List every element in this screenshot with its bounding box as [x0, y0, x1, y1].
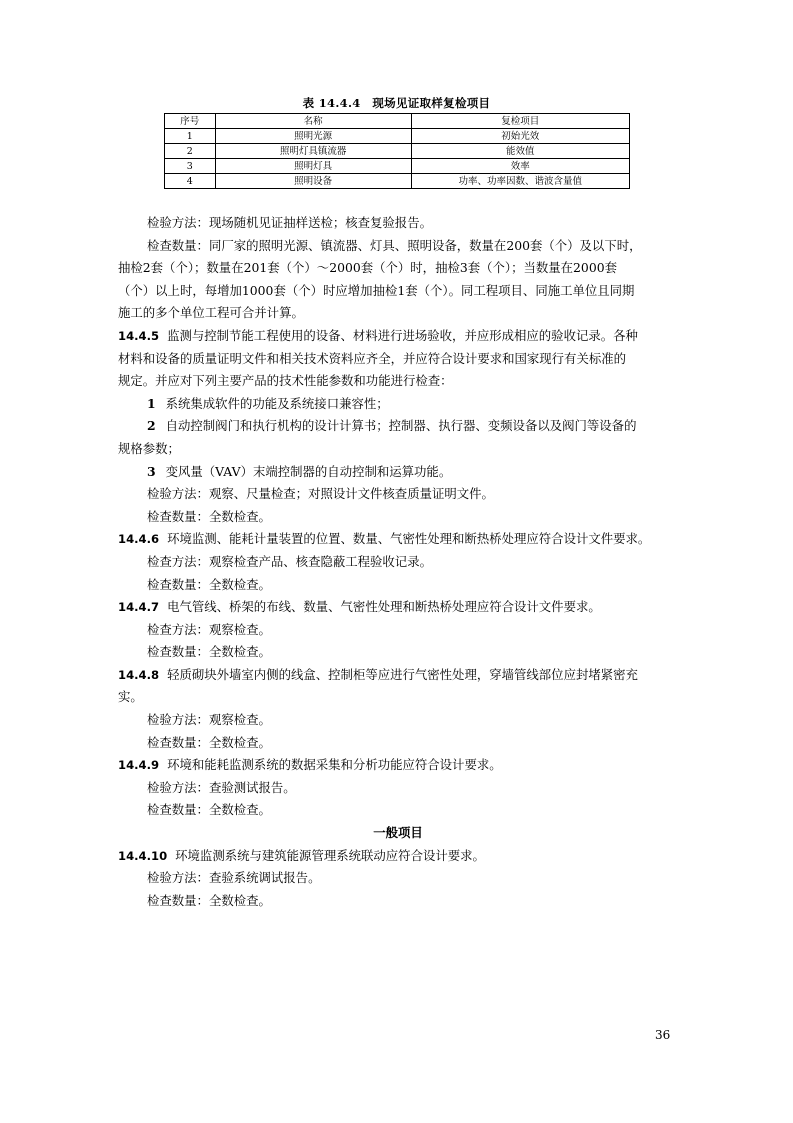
- header-cell-no: 序号: [165, 114, 216, 129]
- cell-retest: 功率、功率因数、谐波含量值: [411, 174, 629, 189]
- item-text: 自动控制阀门和执行机构的设计计算书；控制器、执行器、变频设备以及阀门等设备的: [165, 418, 637, 434]
- inspection-method: 检查方法：观察检查。: [147, 621, 271, 637]
- cell-name: 照明灯具镇流器: [215, 144, 411, 159]
- table-caption: 表 14.4.4 现场见证取样复检项目: [302, 96, 491, 110]
- clause-14-4-9: [118, 754, 678, 777]
- clause-text: 电气管线、桥架的布线、数量、气密性处理和断热桥处理应符合设计文件要求。: [167, 599, 601, 615]
- retest-items-table: [164, 113, 630, 189]
- cell-name: 照明设备: [215, 174, 411, 189]
- text-line: 施工的多个单位工程可合并计算。: [118, 305, 304, 321]
- table-row: [165, 129, 630, 144]
- inspection-quantity: 检查数量：全数检查。: [147, 644, 271, 660]
- list-item: [118, 461, 678, 484]
- inspection-quantity: 检查数量：全数检查。: [147, 576, 271, 592]
- clause-number: 14.4.10: [118, 848, 168, 863]
- clause-text: 轻质砌块外墙室内侧的线盒、控制柜等应进行气密性处理，穿墙管线部位应封堵紧密充: [167, 666, 638, 682]
- text-line: 规定。并应对下列主要产品的技术性能参数和功能进行检查：: [118, 373, 453, 389]
- inspection-method: 检查方法：观察检查产品、核查隐蔽工程验收记录。: [147, 553, 432, 569]
- table-header-row: [165, 114, 630, 129]
- cell-no: 4: [165, 174, 216, 189]
- cell-name: 照明灯具: [215, 159, 411, 174]
- cell-name: 照明光源: [215, 129, 411, 144]
- text-line: 规格参数；: [118, 440, 180, 456]
- body-text: [118, 212, 678, 912]
- header-cell-retest: 复检项目: [411, 114, 629, 129]
- text-line: 材料和设备的质量证明文件和相关技术资料应齐全，并应符合设计要求和国家现行有关标准的: [118, 350, 627, 366]
- clause-text: 环境监测、能耗计量装置的位置、数量、气密性处理和断热桥处理应符合设计文件要求。: [167, 531, 651, 547]
- text-line: （个）以上时，每增加1000套（个）时应增加抽检1套（个）。同工程项目、同施工单位且同期: [118, 282, 635, 298]
- clause-number: 14.4.6: [118, 532, 160, 547]
- cell-retest: 效率: [411, 159, 629, 174]
- item-text: 系统集成软件的功能及系统接口兼容性；: [165, 395, 389, 411]
- table-row: [165, 159, 630, 174]
- table-row: [165, 174, 630, 189]
- list-item: [118, 415, 678, 438]
- inspection-quantity: 检查数量：同厂家的照明光源、镇流器、灯具、照明设备，数量在200套（个）及以下时，: [147, 237, 642, 253]
- inspection-quantity: 检查数量：全数检查。: [147, 892, 271, 908]
- cell-retest: 初始光效: [411, 129, 629, 144]
- item-number: 3: [147, 463, 156, 479]
- clause-14-4-5: [118, 325, 678, 348]
- item-text: 变风量（VAV）末端控制器的自动控制和运算功能。: [165, 463, 452, 479]
- inspection-method: 检验方法：观察、尺量检查；对照设计文件核查质量证明文件。: [147, 486, 494, 502]
- header-cell-name: 名称: [215, 114, 411, 129]
- clause-text: 监测与控制节能工程使用的设备、材料进行进场验收，并应形成相应的验收记录。各种: [167, 327, 638, 343]
- section-heading: 一般项目: [373, 825, 423, 841]
- clause-number: 14.4.8: [118, 667, 160, 682]
- clause-number: 14.4.5: [118, 328, 160, 343]
- inspection-method: 检验方法：查验测试报告。: [147, 779, 296, 795]
- page-number: 36: [655, 1028, 671, 1042]
- cell-no: 1: [165, 129, 216, 144]
- inspection-method: 检验方法：查验系统调试报告。: [147, 870, 321, 886]
- clause-14-4-8: [118, 664, 678, 687]
- text-line: 抽检2套（个）；数量在201套（个）～2000套（个）时，抽检3套（个）；当数量在2000套: [118, 260, 617, 276]
- clause-14-4-7: [118, 596, 678, 619]
- item-number: 1: [147, 395, 156, 411]
- clause-text: 环境监测系统与建筑能源管理系统联动应符合设计要求。: [175, 847, 485, 863]
- cell-retest: 能效值: [411, 144, 629, 159]
- clause-text: 环境和能耗监测系统的数据采集和分析功能应符合设计要求。: [167, 757, 502, 773]
- clause-14-4-10: [118, 845, 678, 868]
- list-item: [118, 393, 678, 416]
- inspection-quantity: 检查数量：全数检查。: [147, 734, 271, 750]
- clause-number: 14.4.7: [118, 600, 160, 615]
- inspection-quantity: 检查数量：全数检查。: [147, 508, 271, 524]
- clause-14-4-6: [118, 528, 678, 551]
- inspection-quantity: 检查数量：全数检查。: [147, 802, 271, 818]
- text-line: 实。: [118, 689, 143, 705]
- clause-number: 14.4.9: [118, 758, 160, 773]
- inspection-method: 检验方法：观察检查。: [147, 712, 271, 728]
- cell-no: 2: [165, 144, 216, 159]
- table-row: [165, 144, 630, 159]
- cell-no: 3: [165, 159, 216, 174]
- item-number: 2: [147, 418, 156, 434]
- inspection-method: 检验方法：现场随机见证抽样送检；核查复验报告。: [147, 215, 432, 230]
